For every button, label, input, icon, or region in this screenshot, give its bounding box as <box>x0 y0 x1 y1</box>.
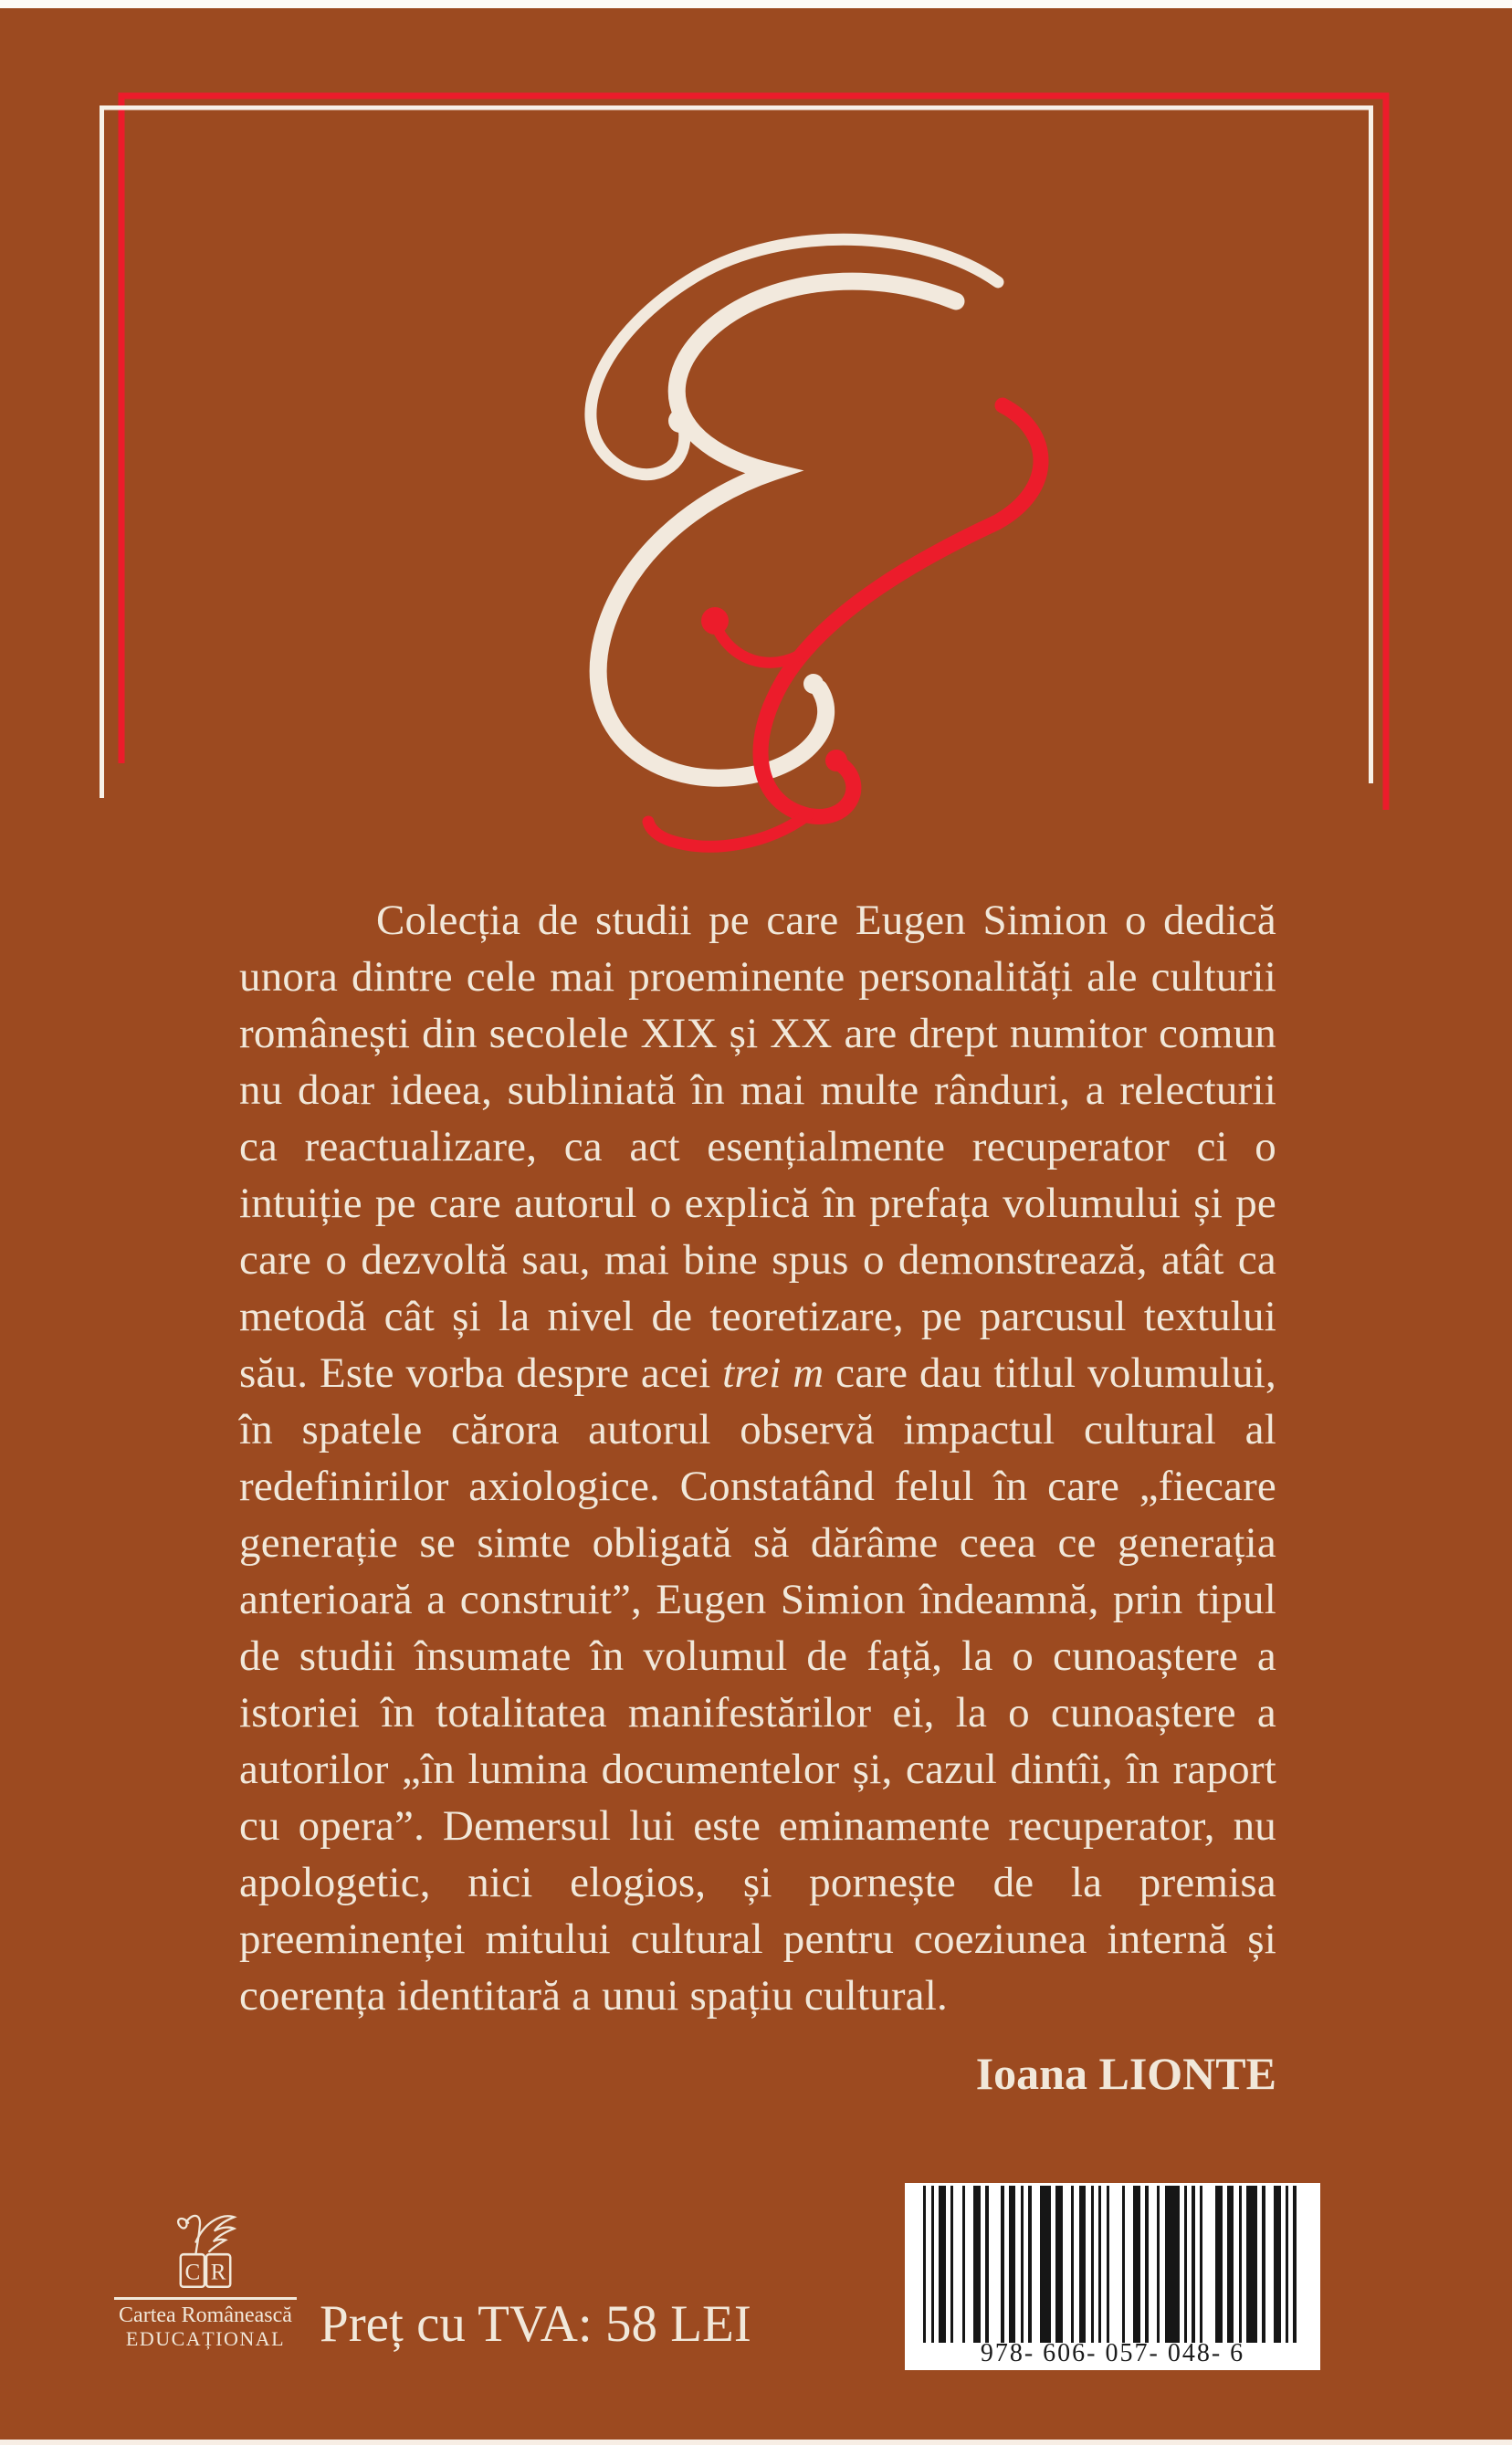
price-label: Preț cu TVA: 58 LEI <box>320 2295 751 2353</box>
barcode-bars-icon <box>923 2186 1301 2343</box>
logo-divider <box>114 2297 297 2300</box>
barcode-isbn: 978- 606- 057- 048- 6 <box>980 2339 1245 2367</box>
monogram-letter-e-icon <box>591 239 998 778</box>
publisher-cr-quill-icon <box>173 2209 238 2292</box>
frame-red-line <box>121 96 1386 810</box>
blurb-paragraph: Colecția de studii pe care Eugen Simion o dedică unora dintre cele mai proeminente personalități ale culturii românești din secolele XIX și XX are drept numitor comun nu doar ideea, subliniată în mai multe rânduri, a relecturii ca reactualizare, ca act esențialmente recuperator ci o intuiție pe care autorul o explică în prefața volumului și pe care o dezvoltă sau, mai bine spus o demonstrează, atât ca metodă cât și la nivel de teoretizare, pe parcusul textului său. Este vorba despre acei trei m care dau titlul volumului, în spatele cărora autorul observă impactul cultural al redefinirilor axiologice. Constatând felul în care „fiecare generație se simte obligată să dărâme ceea ce generația anterioară a construit”, Eugen Simion îndeamnă, prin tipul de studii însumate în volumul de față, la o cunoaștere a istoriei în totalitatea manifestărilor ei, la o cunoaștere a autorilor „în lumina documentelor și, cazul dintîi, în raport cu opera”. Demersul lui este eminamente recuperator, nu apologetic, nici elogios, și pornește de la premisa preeminenței mitului cultural pentru coeziunea internă și coerența identitară a unui spațiu cultural. <box>239 897 1276 2020</box>
page-edge-bottom <box>0 2440 1512 2445</box>
monogram-letter-s-icon <box>648 405 1041 846</box>
publisher-logo-block <box>91 2209 320 2351</box>
logo-letter-r: R <box>210 2260 226 2285</box>
reviewer-signature: Ioana LIONTE <box>975 2048 1276 2099</box>
publisher-division: EDUCAȚIONAL <box>125 2327 286 2350</box>
page-edge-top <box>0 0 1512 8</box>
barcode <box>905 2183 1320 2370</box>
publisher-name: Cartea Românească <box>119 2303 292 2327</box>
frame-white-line <box>102 108 1371 798</box>
logo-letter-c: C <box>184 2260 201 2285</box>
